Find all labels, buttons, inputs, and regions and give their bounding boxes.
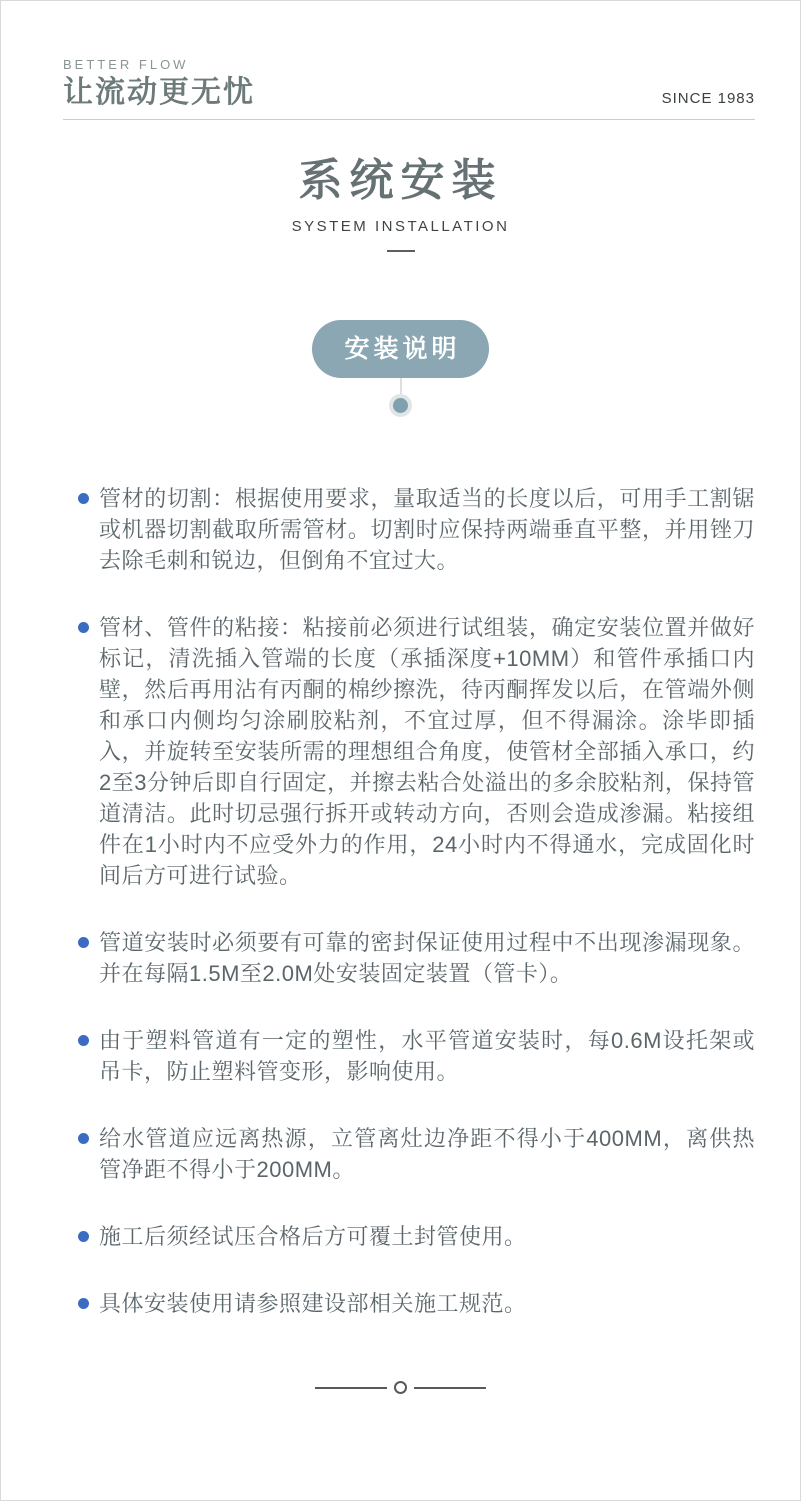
page-header bbox=[63, 1, 755, 120]
list-item-text: 管材的切割：根据使用要求，量取适当的长度以后，可用手工割锯或机器切割截取所需管材。切割时应保持两端垂直平整，并用锉刀去除毛刺和锐边，但倒角不宜过大。 bbox=[99, 486, 755, 573]
list-item bbox=[63, 1025, 755, 1087]
section-badge-pill: 安装说明 bbox=[312, 320, 488, 378]
list-item-text: 给水管道应远离热源，立管离灶边净距不得小于400MM，离供热管净距不得小于200MM。 bbox=[99, 1126, 755, 1182]
bullet-dot-icon bbox=[78, 622, 89, 633]
bullet-dot-icon bbox=[78, 493, 89, 504]
bullet-dot-icon bbox=[78, 1035, 89, 1046]
page-title: 系统安装 bbox=[298, 156, 503, 205]
list-item bbox=[63, 612, 755, 891]
brand-logo: 让流动更无忧 bbox=[63, 76, 255, 109]
list-item-text: 具体安装使用请参照建设部相关施工规范。 bbox=[99, 1291, 527, 1316]
list-item bbox=[63, 927, 755, 989]
list-item-text: 施工后须经试压合格后方可覆土封管使用。 bbox=[99, 1224, 527, 1249]
bullet-dot-icon bbox=[78, 937, 89, 948]
badge-connector-line bbox=[400, 378, 402, 394]
badge-dot-icon bbox=[389, 394, 412, 417]
instruction-list bbox=[63, 483, 755, 1319]
footer-line-left bbox=[315, 1387, 387, 1389]
bullet-dot-icon bbox=[78, 1133, 89, 1144]
footer-divider bbox=[1, 1381, 800, 1394]
brand-since-label: SINCE 1983 bbox=[661, 90, 755, 107]
list-item bbox=[63, 483, 755, 576]
list-item bbox=[63, 1221, 755, 1252]
list-item bbox=[63, 1123, 755, 1185]
list-item-text: 管道安装时必须要有可靠的密封保证使用过程中不出现渗漏现象。并在每隔1.5M至2.0M处安装固定装置（管卡）。 bbox=[99, 930, 755, 986]
footer-line-right bbox=[414, 1387, 486, 1389]
list-item-text: 由于塑料管道有一定的塑性，水平管道安装时，每0.6M设托架或吊卡，防止塑料管变形，影响使用。 bbox=[99, 1028, 755, 1084]
title-dash-divider bbox=[387, 250, 415, 252]
bullet-dot-icon bbox=[78, 1298, 89, 1309]
list-item-text: 管材、管件的粘接：粘接前必须进行试组装，确定安装位置并做好标记，清洗插入管端的长度（承插深度+10MM）和管件承插口内壁，然后再用沾有丙酮的棉纱擦洗，待丙酮挥发以后，在管端外侧和承口内侧均匀涂刷胶粘剂，不宜过厚，但不得漏涂。涂毕即插入，并旋转至安装所需的理想组合角度，使管材全部插入承口，约2至3分钟后即自行固定，并擦去粘合处溢出的多余胶粘剂，保持管道清洁。此时切忌强行拆开或转动方向，否则会造成渗漏。粘接组件在1小时内不应受外力的作用，24小时内不得通水，完成固化时间后方可进行试验。 bbox=[99, 615, 755, 888]
list-item bbox=[63, 1288, 755, 1319]
title-section bbox=[1, 152, 800, 252]
brand-slogan-en: BETTER FLOW bbox=[63, 57, 189, 72]
page-subtitle: SYSTEM INSTALLATION bbox=[291, 218, 510, 235]
bullet-dot-icon bbox=[78, 1231, 89, 1242]
circle-ornament-icon bbox=[394, 1381, 407, 1394]
section-badge bbox=[1, 320, 800, 417]
